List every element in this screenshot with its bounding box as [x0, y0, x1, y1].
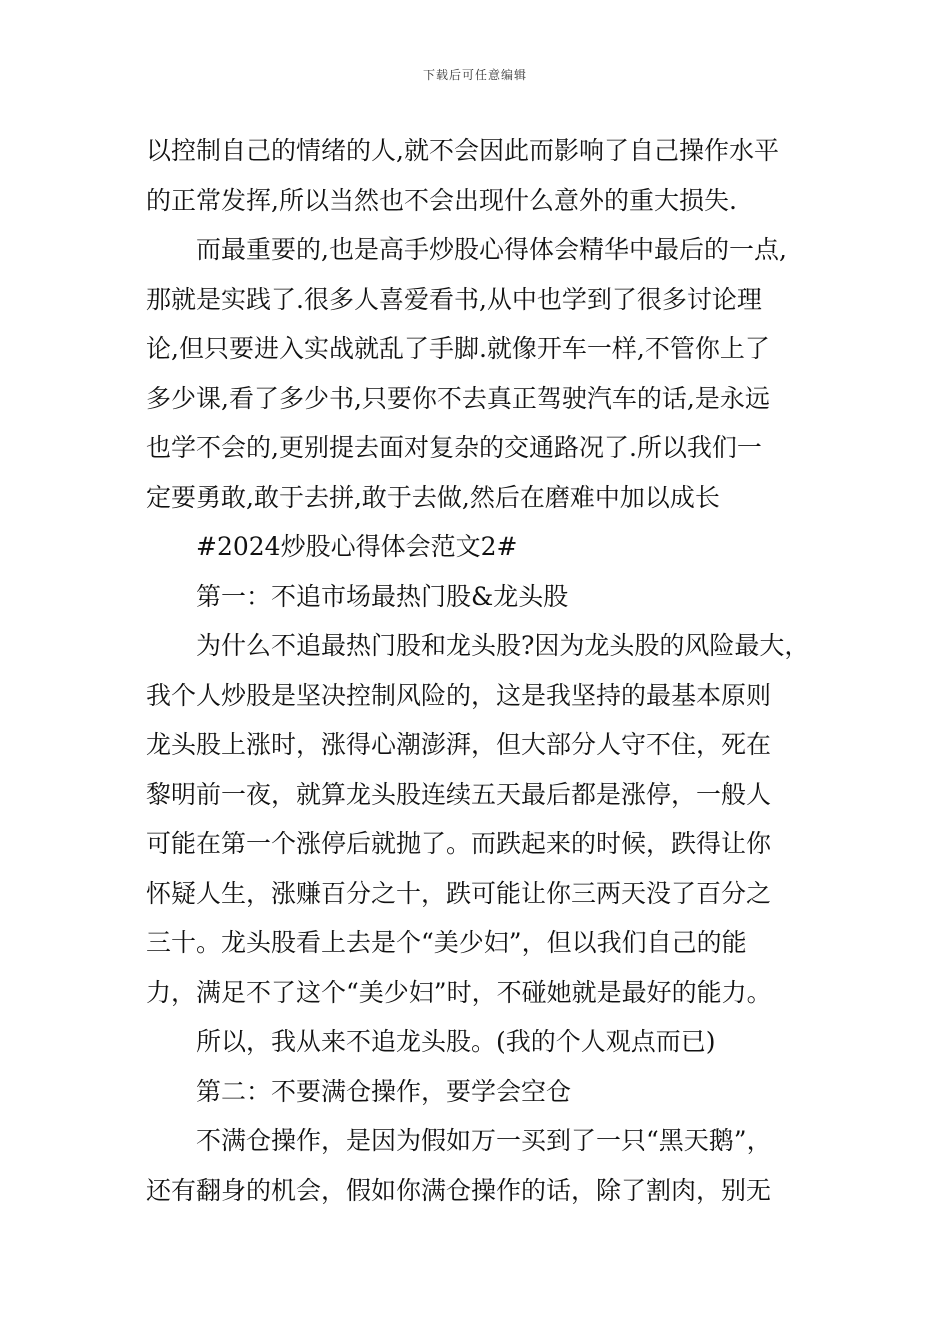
text-line: 黎明前一夜，就算龙头股连续五天最后都是涨停，一般人 — [146, 779, 772, 809]
text-line: 可能在第一个涨停后就抛了。而跌起来的时候，跌得让你 — [146, 829, 772, 858]
text-line: 我个人炒股是坚决控制风险的，这是我坚持的最基本原则 — [146, 680, 772, 710]
text-line: 的正常发挥,所以当然也不会出现什么意外的重大损失. — [146, 185, 737, 215]
section-title: #2024炒股心得体会范文2# — [196, 532, 518, 561]
text-line: 还有翻身的机会，假如你满仓操作的话，除了割肉，别无 — [146, 1175, 772, 1205]
page-header: 下载后可任意编辑 — [422, 68, 527, 82]
text-line: 也学不会的,更别提去面对复杂的交通路况了.所以我们一 — [146, 433, 762, 462]
subheading: 第二：不要满仓操作，要学会空仓 — [196, 1076, 572, 1106]
text-line: 怀疑人生，涨赚百分之十，跌可能让你三两天没了百分之 — [146, 878, 772, 908]
text-line: 而最重要的,也是高手炒股心得体会精华中最后的一点, — [196, 235, 787, 264]
text-line: 所以，我从来不追龙头股。(我的个人观点而已) — [196, 1027, 716, 1056]
document-body — [146, 126, 814, 1215]
text-line: 论,但只要进入实战就乱了手脚.就像开车一样,不管你上了 — [146, 334, 770, 363]
text-line: 为什么不追最热门股和龙头股?因为龙头股的风险最大， — [196, 631, 810, 660]
text-line: 那就是实践了.很多人喜爱看书,从中也学到了很多讨论理 — [146, 284, 762, 314]
text-line: 不满仓操作，是因为假如万一买到了一只“黑天鹅”， — [196, 1126, 772, 1155]
text-line: 三十。龙头股看上去是个“美少妇”，但以我们自己的能 — [146, 928, 747, 957]
text-line: 定要勇敢,敢于去拼,敢于去做,然后在磨难中加以成长 — [146, 482, 720, 512]
text-line: 以控制自己的情绪的人,就不会因此而影响了自己操作水平 — [146, 136, 779, 165]
text-line: 力，满足不了这个“美少妇”时，不碰她就是最好的能力。 — [146, 977, 772, 1007]
text-line: 多少课,看了多少书,只要你不去真正驾驶汽车的话,是永远 — [146, 383, 770, 413]
text-line: 龙头股上涨时，涨得心潮澎湃，但大部分人守不住，死在 — [146, 730, 772, 759]
subheading: 第一：不追市场最热门股&龙头股 — [196, 581, 569, 611]
